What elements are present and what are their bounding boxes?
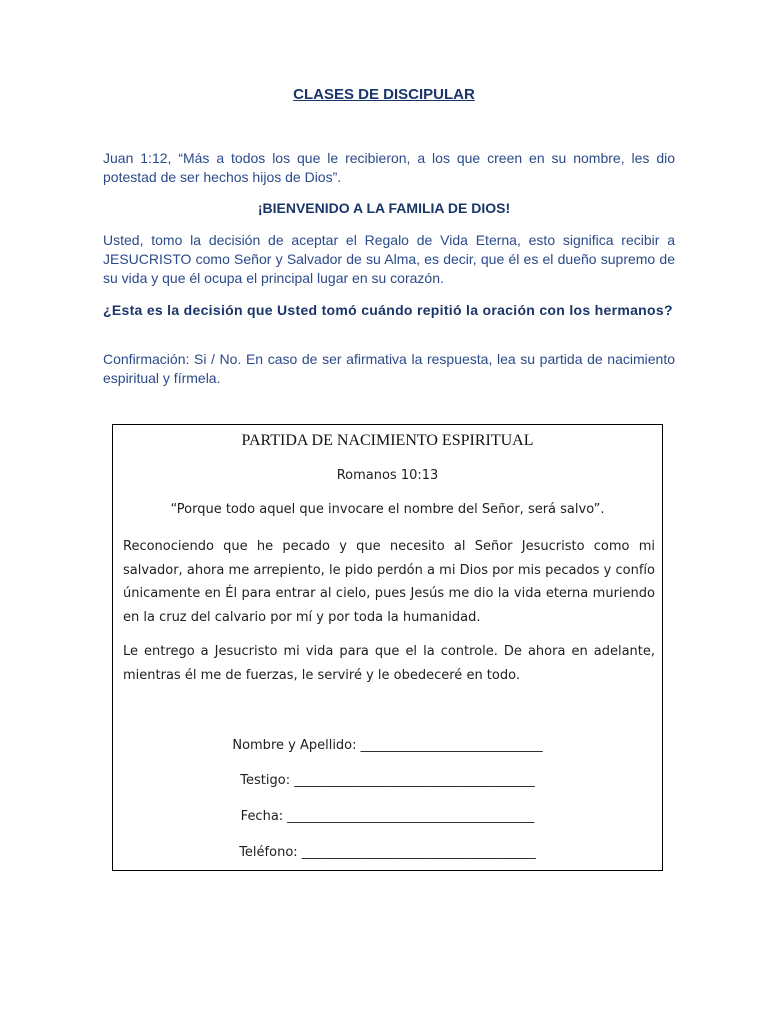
- confirmation-paragraph: Confirmación: Si / No. En caso de ser afirmativa la respuesta, lea su partida de nacimiento espiritual y fírmela.: [103, 351, 675, 386]
- certificate-title: PARTIDA DE NACIMIENTO ESPIRITUAL: [241, 432, 534, 449]
- name-field: Nombre y Apellido: ____________________________: [232, 738, 543, 753]
- decision-question: ¿Esta es la decisión que Usted tomó cuándo repitió la oración con los hermanos?: [103, 302, 673, 318]
- bible-verse: Juan 1:12, “Más a todos los que le recibieron, a los que creen en su nombre, les dio potestad de ser hechos hijos de Dios”.: [103, 150, 675, 185]
- welcome-heading: ¡BIENVENIDO A LA FAMILIA DE DIOS!: [257, 200, 511, 216]
- date-field: Fecha: ______________________________________: [240, 809, 535, 824]
- certificate-quote: “Porque todo aquel que invocare el nombre del Señor, será salvo”.: [170, 502, 605, 517]
- birth-certificate-box: [112, 424, 663, 871]
- certificate-paragraph-commitment: Le entrego a Jesucristo mi vida para que el la controle. De ahora en adelante, mientras él me de fuerzas, le serviré y le obedeceré en todo.: [123, 644, 655, 683]
- phone-field: Teléfono: ____________________________________: [239, 845, 536, 860]
- decision-paragraph: Usted, tomo la decisión de aceptar el Regalo de Vida Eterna, esto significa recibir a JESUCRISTO como Señor y Salvador de su Alma, es decir, que él es el dueño supremo de su vida y que él ocupa el principal lugar en su corazón.: [103, 232, 675, 286]
- document-title: CLASES DE DISCIPULAR: [293, 86, 475, 103]
- witness-field: Testigo: _____________________________________: [240, 773, 535, 788]
- certificate-paragraph-repentance: Reconociendo que he pecado y que necesito al Señor Jesucristo como mi salvador, ahora me arrepiento, le pido perdón a mi Dios por mis pecados y confío únicamente en Él para entrar al cielo, pues Jesús me dio la vida eterna muriendo en la cruz del calvario por mí y por toda la humanidad.: [123, 539, 655, 625]
- certificate-reference: Romanos 10:13: [336, 468, 439, 483]
